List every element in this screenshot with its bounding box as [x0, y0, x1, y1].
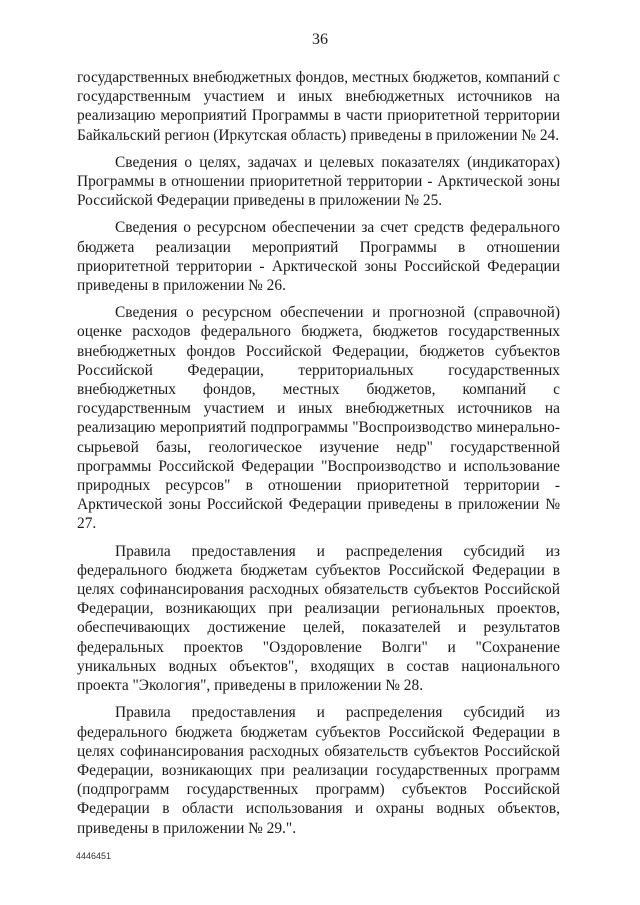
document-body	[77, 68, 560, 846]
document-code: 4446451	[76, 851, 112, 861]
paragraph-appendix-26: Сведения о ресурсном обеспечении за счет средств федерального бюджета реализации мероприятий Программы в отношении приоритетной территории - Арктической зоны Российской Федерации приведены в приложении № 26.	[77, 219, 560, 295]
paragraph-appendix-28: Правила предоставления и распределения субсидий из федерального бюджета бюджетам субъектов Российской Федерации в целях софинансирования расходных обязательств субъектов Российской Федерации, возникающих при реализации региональных проектов, обеспечивающих достижение целей, показателей и результатов федеральных проектов "Оздоровление Волги" и "Сохранение уникальных водных объектов", входящих в состав национального проекта "Экология", приведены в приложении № 28.	[77, 542, 560, 695]
paragraph-continuation: государственных внебюджетных фондов, местных бюджетов, компаний с государственным участием и иных внебюджетных источников на реализацию мероприятий Программы в части приоритетной территории Байкальский регион (Иркутская область) приведены в приложении № 24.	[77, 69, 560, 144]
page-number: 36	[312, 31, 328, 48]
paragraph-appendix-29: Правила предоставления и распределения субсидий из федерального бюджета бюджетам субъектов Российской Федерации в целях софинансирования расходных обязательств субъектов Российской Федерации, возникающих при реализации государственных программ (подпрограмм государственных программ) субъектов Российской Федерации в области использования и охраны водных объектов, приведены в приложении № 29.".	[77, 704, 560, 837]
paragraph-appendix-27: Сведения о ресурсном обеспечении и прогнозной (справочной) оценке расходов федерального бюджета, бюджетов государственных внебюджетных фондов Российской Федерации, бюджетов субъектов Российской Федерации, территориальных государственных внебюджетных фондов, местных бюджетов, компаний с государственным участием и иных внебюджетных источников на реализацию мероприятий подпрограммы "Воспроизводство минерально-сырьевой базы, геологическое изучение недр" государственной программы Российской Федерации "Воспроизводство и использование природных ресурсов" в отношении приоритетной территории - Арктической зоны Российской Федерации приведены в приложении № 27.	[77, 304, 560, 533]
paragraph-appendix-25: Сведения о целях, задачах и целевых показателях (индикаторах) Программы в отношении приоритетной территории - Арктической зоны Российской Федерации приведены в приложении № 25.	[77, 153, 560, 210]
